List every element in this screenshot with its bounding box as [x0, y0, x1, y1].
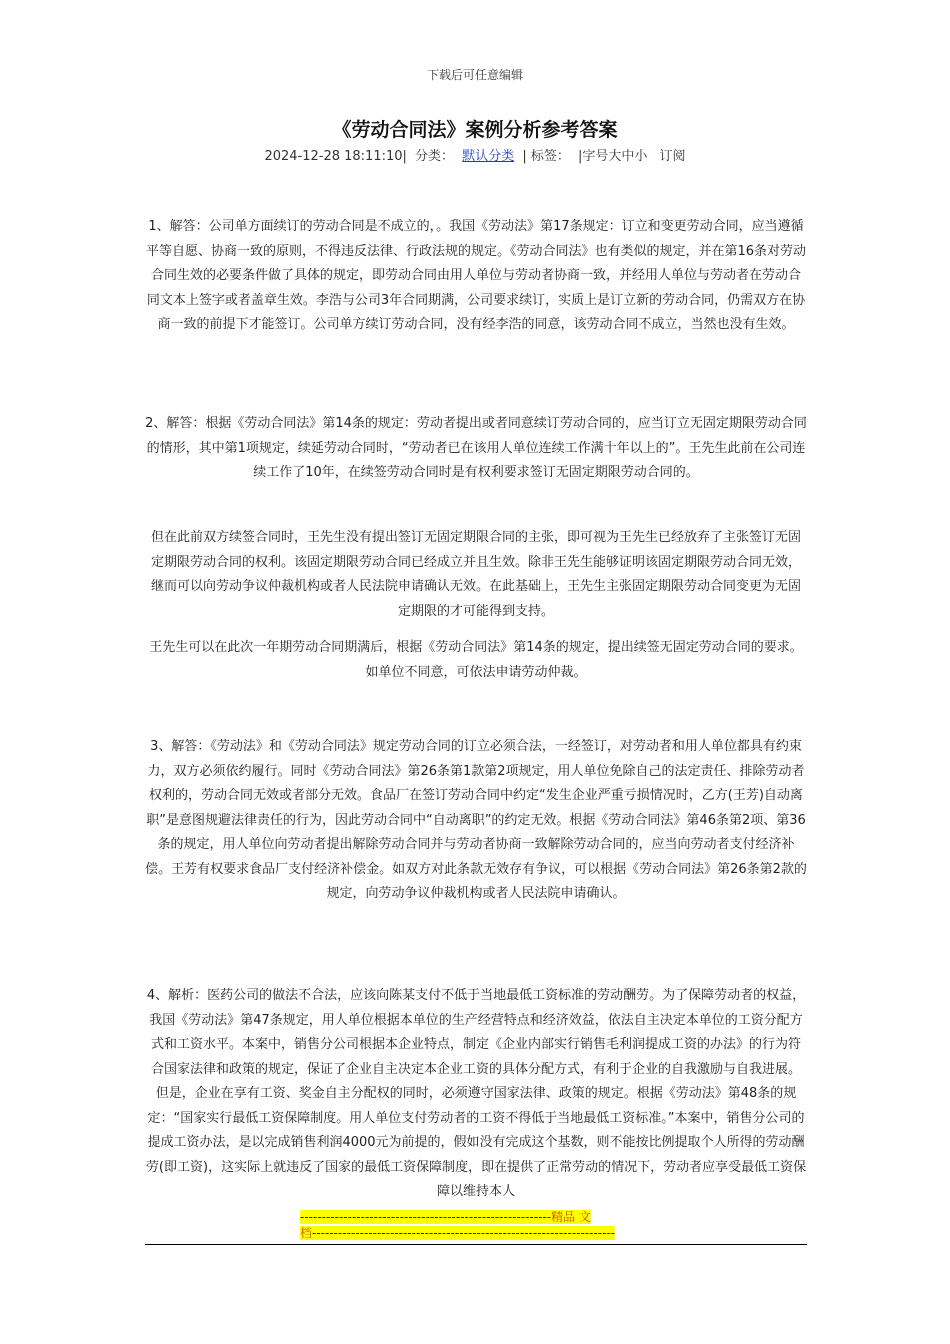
answer-paragraph-1: 1、解答：公司单方面续订的劳动合同是不成立的，。我国《劳动法》第17条规定：订立和变更劳动合同，应当遵循平等自愿、协商一致的原则，不得违反法律、行政法规的规定。《劳动合同法》也有类似的规定，并在第16条对劳动合同生效的必要条件做了具体的规定，即劳动合同由用人单位与劳动者协商一致，并经用人单位与劳动者在劳动合同文本上签字或者盖章生效。李浩与公司3年合同期满，公司要求续订，实质上是订立新的劳动合同，仍需双方在协商一致的前提下才能签订。公司单方续订劳动合同，没有经李浩的同意，该劳动合同不成立，当然也没有生效。: [145, 219, 807, 332]
subscribe-link[interactable]: 订阅: [659, 149, 686, 164]
category-link[interactable]: 默认分类: [462, 149, 515, 164]
footer-dashes-2: ----------------------------------------------------------------------: [312, 1226, 616, 1240]
tags-label: | 标签：: [522, 149, 570, 164]
footer-watermark: [300, 1209, 650, 1241]
footer-line-2: [300, 1225, 650, 1241]
footer-line-1: [300, 1209, 650, 1225]
answer-paragraph-2b: 但在此前双方续签合同时，王先生没有提出签订无固定期限合同的主张，即可视为王先生已经放弃了主张签订无固定期限劳动合同的权利。该固定期限劳动合同已经成立并且生效。除非王先生能够证明该固定期限劳动合同无效，继而可以向劳动争议仲裁机构或者人民法院申请确认无效。在此基础上，王先生主张固定期限劳动合同变更为无固定期限的才可能得到支持。: [150, 530, 801, 619]
bottom-divider: [145, 1244, 807, 1245]
article-meta: [0, 145, 950, 164]
answer-paragraph-3: 3、解答：《劳动法》和《劳动合同法》规定劳动合同的订立必须合法，一经签订，对劳动者和用人单位都具有约束力，双方必须依约履行。同时《劳动合同法》第26条第1款第2项规定，用人单位免除自己的法定责任、排除劳动者权利的，劳动合同无效或者部分无效。食品厂在签订劳动合同中约定“发生企业严重亏损情况时，乙方(王芳)自动离职”是意图规避法律责任的行为，因此劳动合同中“自动离职”的约定无效。根据《劳动合同法》第46条第2项、第36条的规定，用人单位向劳动者提出解除劳动合同并与劳动者协商一致解除劳动合同的，应当向劳动者支付经济补偿。王芳有权要求食品厂支付经济补偿金。如双方对此条款无效存有争议，可以根据《劳动合同法》第26条第2款的规定，向劳动争议仲裁机构或者人民法院申请确认。: [145, 739, 807, 901]
footer-tag-1: 精品 文: [551, 1210, 591, 1224]
font-size-switch[interactable]: |字号大中小: [578, 149, 648, 164]
category-label: 分类：: [415, 149, 455, 164]
footer-tag-2: 档: [300, 1226, 313, 1240]
page-title: 《劳动合同法》案例分析参考答案: [332, 119, 618, 141]
answer-paragraph-2c: 王先生可以在此次一年期劳动合同期满后，根据《劳动合同法》第14条的规定，提出续签无固定劳动合同的要求。如单位不同意，可依法申请劳动仲裁。: [149, 640, 803, 680]
answer-paragraph-2: 2、解答：根据《劳动合同法》第14条的规定：劳动者提出或者同意续订劳动合同的，应当订立无固定期限劳动合同的情形，其中第1项规定，续延劳动合同时，“劳动者已在该用人单位连续工作满十年以上的”。王先生此前在公司连续工作了10年，在续签劳动合同时是有权利要求签订无固定期限劳动合同的。: [145, 416, 807, 480]
header-note: 下载后可任意编辑: [426, 68, 523, 82]
answer-paragraph-4: 4、解析：医药公司的做法不合法，应该向陈某支付不低于当地最低工资标准的劳动酬劳。为了保障劳动者的权益，我国《劳动法》第47条规定，用人单位根据本单位的生产经营特点和经济效益，依法自主决定本单位的工资分配方式和工资水平。本案中，销售分公司根据本企业特点，制定《企业内部实行销售毛利润提成工资的办法》的行为符合国家法律和政策的规定，保证了企业自主决定本企业工资的具体分配方式，有利于企业的自我激励与自我进展。但是，企业在享有工资、奖金自主分配权的同时，必须遵守国家法律、政策的规定。根据《劳动法》第48条的规定：“国家实行最低工资保障制度。用人单位支付劳动者的工资不得低于当地最低工资标准。”本案中，销售分公司的提成工资办法，是以完成销售利润4000元为前提的，假如没有完成这个基数，则不能按比例提取个人所得的劳动酬劳(即工资)，这实际上就违反了国家的最低工资保障制度，即在提供了正常劳动的情况下，劳动者应享受最低工资保障以维持本人: [145, 988, 807, 1199]
post-datetime: 2024-12-28 18:11:10|: [264, 149, 407, 164]
footer-dashes-1: ----------------------------------------------------------: [300, 1210, 552, 1224]
